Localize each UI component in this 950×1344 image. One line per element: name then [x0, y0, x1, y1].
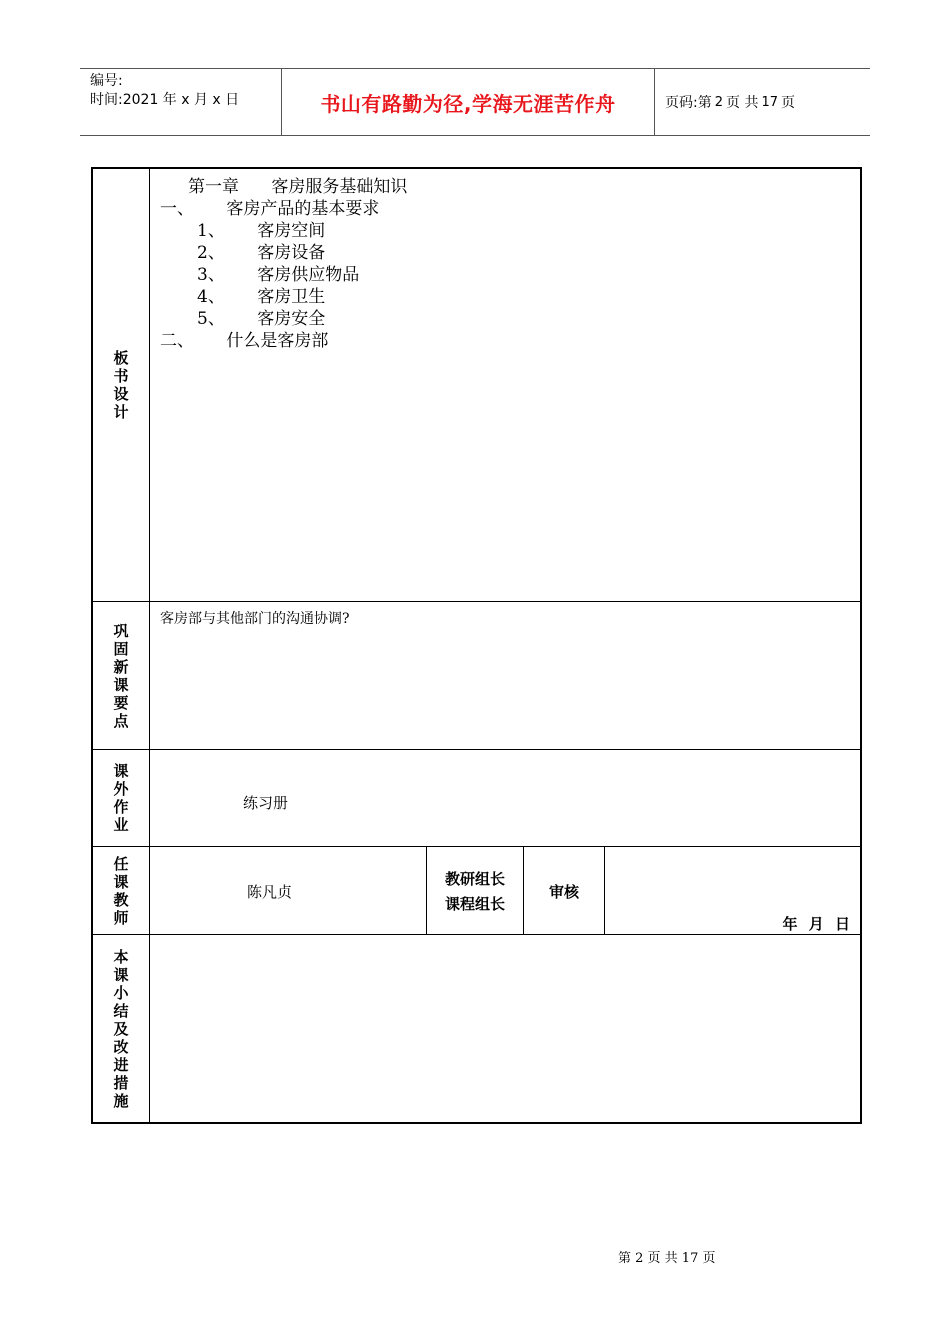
board-line: 第一章 客房服务基础知识: [188, 177, 408, 197]
date-label: 时间:2021 年 x 月 x 日: [90, 92, 240, 108]
summary-label: 本课小结及改进措施: [93, 935, 150, 1122]
review-text: 客房部与其他部门的沟通协调?: [160, 611, 350, 627]
page-header: [80, 68, 870, 136]
number-label: 编号:: [90, 73, 123, 89]
teacher-name: 陈凡贞: [247, 883, 293, 901]
homework-text: 练习册: [243, 794, 289, 812]
review-sign-label: 审核: [548, 883, 579, 901]
lead-cell: [426, 847, 523, 934]
board-line: 4、 客房卫生: [197, 287, 326, 307]
review-row: [93, 601, 860, 749]
board-line: 5、 客房安全: [197, 309, 326, 329]
header-page-info: [655, 69, 870, 135]
header-slogan: 书山有路勤为径,学海无涯苦作舟: [282, 69, 655, 135]
board-design-label: 板书设计: [93, 169, 150, 601]
page-total: 17: [761, 94, 778, 110]
date-placeholder: 年 月 日: [782, 915, 850, 933]
board-line: 2、 客房设备: [197, 243, 326, 263]
board-line: 3、 客房供应物品: [197, 265, 360, 285]
board-line: 一、 客房产品的基本要求: [160, 199, 380, 219]
review-cell: [523, 847, 604, 934]
lead-label-2: 课程组长: [444, 895, 505, 913]
lesson-table: [91, 167, 862, 1124]
board-design-row: [93, 169, 860, 601]
page-footer: 第 2 页 共 17 页: [618, 1251, 716, 1266]
page-mid: 页 共: [726, 95, 759, 111]
page-prefix: 页码:第: [665, 95, 712, 111]
signature-cell: [604, 847, 860, 934]
review-content: [150, 602, 860, 749]
homework-content: [150, 750, 860, 846]
summary-row: [93, 934, 860, 1122]
board-design-content: [150, 169, 860, 601]
teacher-row: [93, 846, 860, 934]
lead-label-1: 教研组长: [444, 870, 505, 888]
page-suffix: 页: [781, 95, 795, 111]
teacher-label: 任课教师: [93, 847, 150, 934]
header-info: [80, 69, 282, 135]
teacher-content: [150, 847, 860, 934]
homework-row: [93, 749, 860, 846]
board-line: 1、 客房空间: [197, 221, 326, 241]
board-line: 二、 什么是客房部: [160, 331, 329, 351]
homework-label: 课外作业: [93, 750, 150, 846]
summary-content: [150, 935, 860, 1122]
page-current: 2: [714, 94, 723, 110]
review-label: 巩固新课要点: [93, 602, 150, 749]
